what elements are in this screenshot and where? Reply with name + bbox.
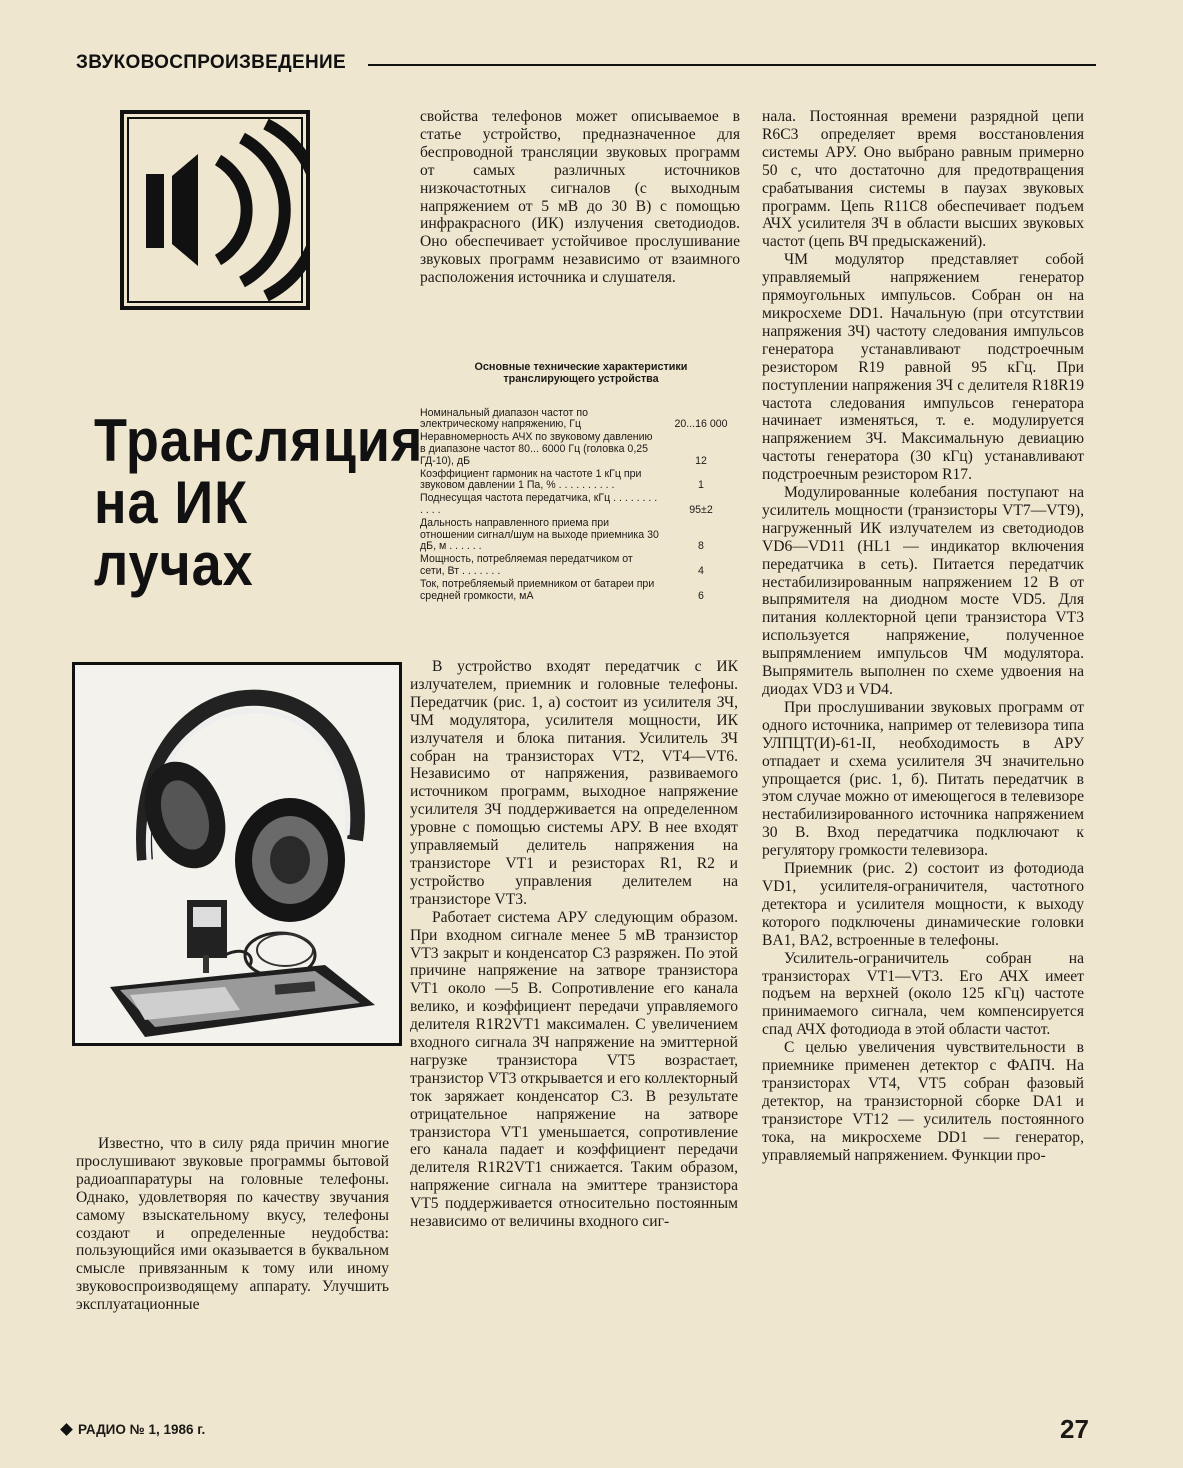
spec-row bbox=[420, 432, 742, 467]
article-title bbox=[94, 407, 424, 598]
footer-magazine bbox=[62, 1422, 205, 1437]
spec-value: 20...16 000 bbox=[674, 418, 728, 431]
section-header-rule bbox=[368, 64, 1096, 66]
spec-value: 12 bbox=[695, 454, 707, 467]
speaker-logo bbox=[120, 110, 310, 310]
spec-row bbox=[420, 518, 742, 553]
spec-row bbox=[420, 469, 742, 493]
spec-name: Коэффициент гармоник на частоте 1 кГц при звуковом давлении 1 Па, % . . . . . . . . . . bbox=[420, 467, 642, 492]
paragraph: свойства телефонов может описываемое в статье устройство, предназначенное для беспроводной трансляции звуковых программ от самых различных источников низкочастотных сигналов (с выходным напряжением от 5 мВ до 30 В) с помощью инфракрасного (ИК) излучения светодиодов. Оно обеспечивает устойчивое прослушивание звуковых программ независимо от взаимного расположения источника и слушателя. bbox=[420, 108, 740, 287]
spec-row bbox=[420, 493, 742, 517]
paragraph: Приемник (рис. 2) состоит из фотодиода VD1, усилителя-ограничителя, частотного детектора и усилителя мощности, к выходу которого подключены динамические головки BA1, BA2, встроенные в телефоны. bbox=[762, 860, 1084, 949]
headphones-image bbox=[75, 665, 399, 1043]
specs-title-line1: Основные технические характеристики bbox=[474, 361, 688, 373]
section-header-label: ЗВУКОВОСПРОИЗВЕДЕНИЕ bbox=[76, 52, 346, 73]
specs-title-line2: транслирующего устройства bbox=[503, 372, 659, 385]
headphones-photo bbox=[72, 662, 402, 1046]
diamond-icon bbox=[60, 1423, 73, 1436]
spec-value: 4 bbox=[698, 564, 704, 577]
paragraph: ЧМ модулятор представляет собой управляемый напряжением генератор прямоугольных импульсов. Собран он на микросхеме DD1. Начальную (при отсутствии напряжения ЗЧ) частоту следования импульсов генератора устанавливают подстроечным резистором R19 равной 95 кГц. При поступлении напряжения ЗЧ с делителя R18R19 частота следования импульсов генератора начинает изменяться, т. е. модулируется напряжением ЗЧ. Максимальную девиацию частоты генератора (30 кГц) устанавливают подстроечным резистором R17. bbox=[762, 251, 1084, 484]
spec-row bbox=[420, 554, 742, 578]
spec-name: Дальность направленного приема при отношении сигнал/шум на выходе приемника 30 дБ, м . . . . . . bbox=[420, 516, 659, 553]
column-2-top-text bbox=[420, 108, 740, 287]
magazine-issue: РАДИО № 1, 1986 г. bbox=[78, 1422, 206, 1437]
spec-row bbox=[420, 579, 742, 603]
paragraph: Усилитель-ограничитель собран на транзисторах VT1—VT3. Его АЧХ имеет подъем на верхней (около 125 кГц) частоте принимаемого сигнала, чем компенсируется спад АЧХ фотодиода в этой области частот. bbox=[762, 949, 1084, 1039]
article-title-line1: Трансляция bbox=[94, 407, 424, 474]
spec-name: Ток, потребляемый приемником от батареи при средней громкости, мА bbox=[420, 577, 655, 602]
spec-row bbox=[420, 408, 742, 432]
paragraph: Известно, что в силу ряда причин многие прослушивают звуковые программы бытовой радиоаппаратуры на головные телефоны. Однако, удовлетворяя по качеству звучания самому взыскательному вкусу, телефоны создают и определенные неудобства: пользующийся ими оказывается в буквальном смысле привязанным к тому или иному звуковоспроизводящему аппарату. Улучшить эксплуатационные bbox=[76, 1135, 389, 1314]
paragraph: Работает система АРУ следующим образом. При входном сигнале менее 5 мВ транзистор VT3 закрыт и конденсатор С3 разряжен. По этой причине напряжение на затворе транзистора VT1 около —5 В. Сопротивление его канала велико, и коэффициент передачи управляемого делителя R1R2VT1 максимален. С увеличением входного сигнала ЗЧ напряжение на эмиттерной нагрузке транзистора VT5 возрастает, транзистор VT3 открывается и его коллекторный ток заряжает конденсатор С3. В результате отрицательное напряжение на затворе транзистора VT1 уменьшается, сопротивление его канала падает и коэффициент передачи делителя R1R2VT1 снижается. Таким образом, напряжение сигнала на эмиттере транзистора VT5 поддерживается относительно постоянным независимо от величины входного сиг- bbox=[410, 908, 738, 1231]
spec-name: Неравномерность АЧХ по звуковому давлению в диапазоне частот 80... 6000 Гц (головка 0,25 ГД-10), дБ bbox=[420, 431, 653, 467]
paragraph: С целью увеличения чувствительности в приемнике применен детектор с ФАПЧ. На транзисторах VT4, VT5 собран фазовый детектор, на транзисторной сборке DA1 и транзисторе VT12 — усилитель постоянного тока, на микросхеме DD1 — генератор, управляемый напряжением. Функции про- bbox=[762, 1039, 1084, 1164]
spec-value: 95±2 bbox=[689, 503, 713, 516]
spec-name: Номинальный диапазон частот по электрическому напряжению, Гц bbox=[420, 406, 588, 431]
spec-name: Поднесущая частота передатчика, кГц . . . . . . . . . . . . bbox=[420, 492, 658, 516]
spec-name: Мощность, потребляемая передатчиком от сети, Вт . . . . . . . bbox=[420, 553, 633, 577]
paragraph: Модулированные колебания поступают на усилитель мощности (транзисторы VT7—VT9), нагруженный ИК излучателем из светодиодов VD6—VD11 (HL1 — индикатор включения передатчика в сеть). Питается передатчик нестабилизированным напряжением 12 В от выпрямителя на диодном мосте VD5. Для питания коллекторной цепи транзистора VT3 используется напряжение, полученное выпрямлением импульсов ЧМ модулятора. Выпрямитель выполнен по схеме удвоения на диодах VD3 и VD4. bbox=[762, 484, 1084, 698]
specs-title bbox=[420, 362, 742, 386]
column-2-bottom-text bbox=[410, 658, 738, 1231]
paragraph: нала. Постоянная времени разрядной цепи R6C3 определяет время восстановления системы АРУ. Оно выбрано равным примерно 50 с, что достаточно для предотвращения срабатывания системы в паузах звуковых программ. Цепь R11C8 обеспечивает подъем АЧХ усилителя ЗЧ в области высших звуковых частот (цепь ВЧ предыскажений). bbox=[762, 108, 1084, 251]
article-title-line2: на ИК лучах bbox=[94, 469, 254, 598]
page-number: 27 bbox=[1060, 1414, 1089, 1444]
spec-value: 6 bbox=[698, 589, 704, 602]
column-3-text bbox=[762, 108, 1084, 1164]
spec-value: 1 bbox=[698, 479, 704, 492]
paragraph: В устройство входят передатчик с ИК излучателем, приемник и головные телефоны. Передатчик (рис. 1, а) состоит из усилителя ЗЧ, ЧМ модулятора, усилителя мощности, ИК излучателя и блока питания. Усилитель ЗЧ собран на транзисторах VT2, VT4—VT6. Независимо от напряжения, развиваемого источником программ, выходное напряжение усилителя ЗЧ поддерживается на определенном уровне с помощью системы АРУ. В нее входят управляемый делитель напряжения на транзисторе VT1 и резисторах R1, R2 и устройство управления делителем на транзисторе VT3. bbox=[410, 658, 738, 908]
speaker-icon bbox=[120, 110, 310, 310]
specs-table bbox=[420, 362, 742, 603]
column-1-text bbox=[76, 1135, 389, 1314]
spec-value: 8 bbox=[698, 540, 704, 553]
paragraph: При прослушивании звуковых программ от одного источника, например от телевизора типа УЛПЦТ(И)-61-II, необходимость в АРУ отпадает и схема усилителя ЗЧ значительно упрощается (рис. 1, б). Питать передатчик в этом случае можно от имеющегося в телевизоре нестабилизированного источника напряжением 30 В. Вход передатчика подключают к регулятору громкости телевизора. bbox=[762, 698, 1084, 860]
